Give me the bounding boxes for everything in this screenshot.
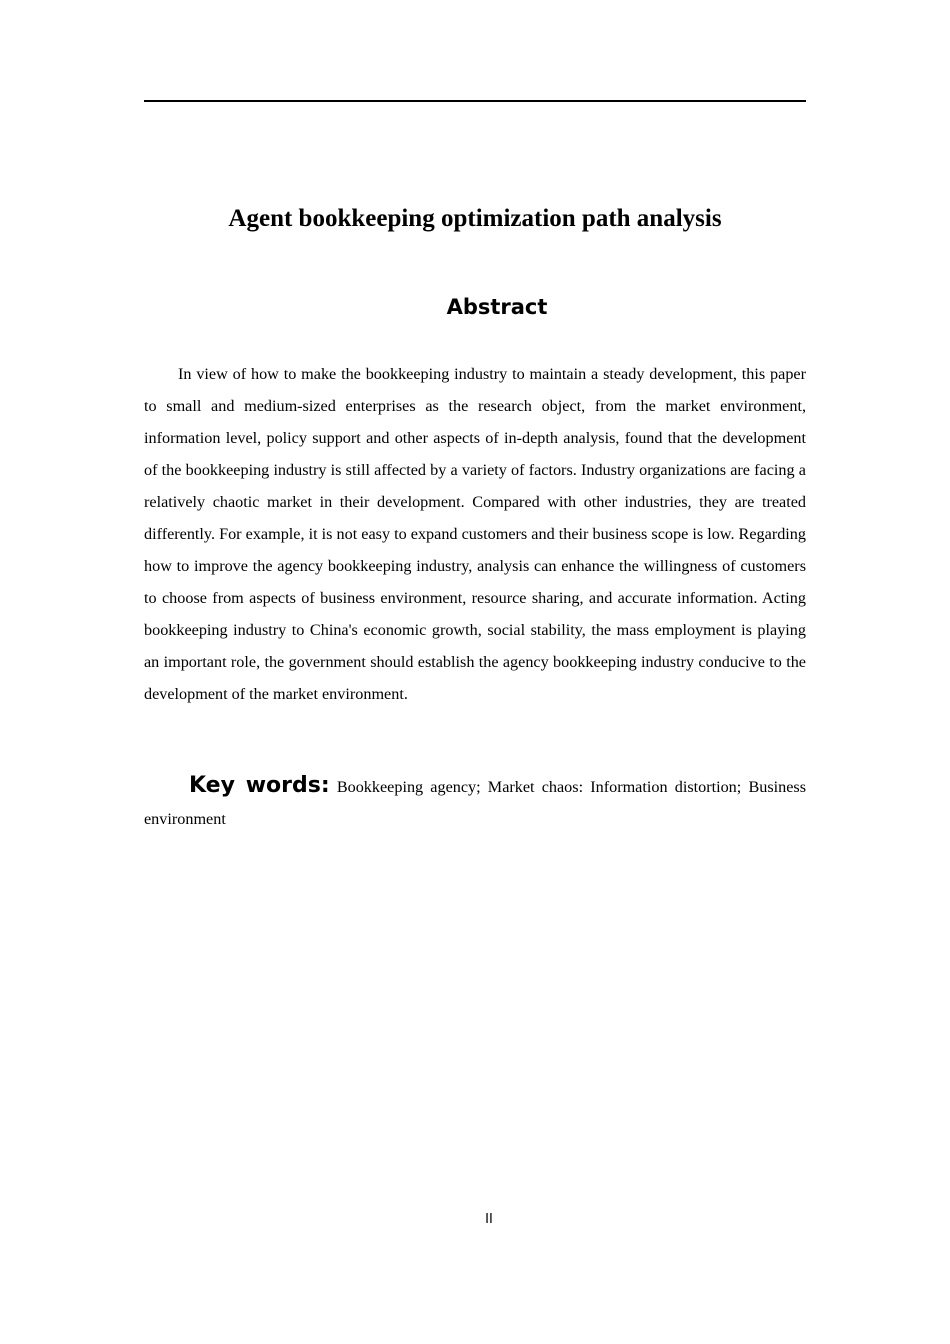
keywords-text: Bookkeeping agency; Market chaos: Information distortion; Business environment [144,778,807,828]
header-rule [144,100,806,102]
keywords-paragraph [144,770,806,835]
abstract-heading: Abstract [446,295,548,319]
abstract-paragraph: In view of how to make the bookkeeping industry to maintain a steady development, this paper to small and medium-sized enterprises as the research object, from the market environment, information level, policy support and other aspects of in-depth analysis, found that the development of the bookkeeping industry is still affected by a variety of factors. Industry organizations are facing a relatively chaotic market in their development. Compared with other industries, they are treated differently. For example, it is not easy to expand customers and their business scope is low. Regarding how to improve the agency bookkeeping industry, analysis can enhance the willingness of customers to choose from aspects of business environment, resource sharing, and accurate information. Acting bookkeeping industry to China's economic growth, social stability, the mass employment is playing an important role, the government should establish the agency bookkeeping industry conducive to the development of the market environment. [144,365,806,703]
document-title: Agent bookkeeping optimization path analysis [228,205,722,232]
keywords-label: Key words: [189,773,330,798]
page-number: II [485,1212,493,1227]
